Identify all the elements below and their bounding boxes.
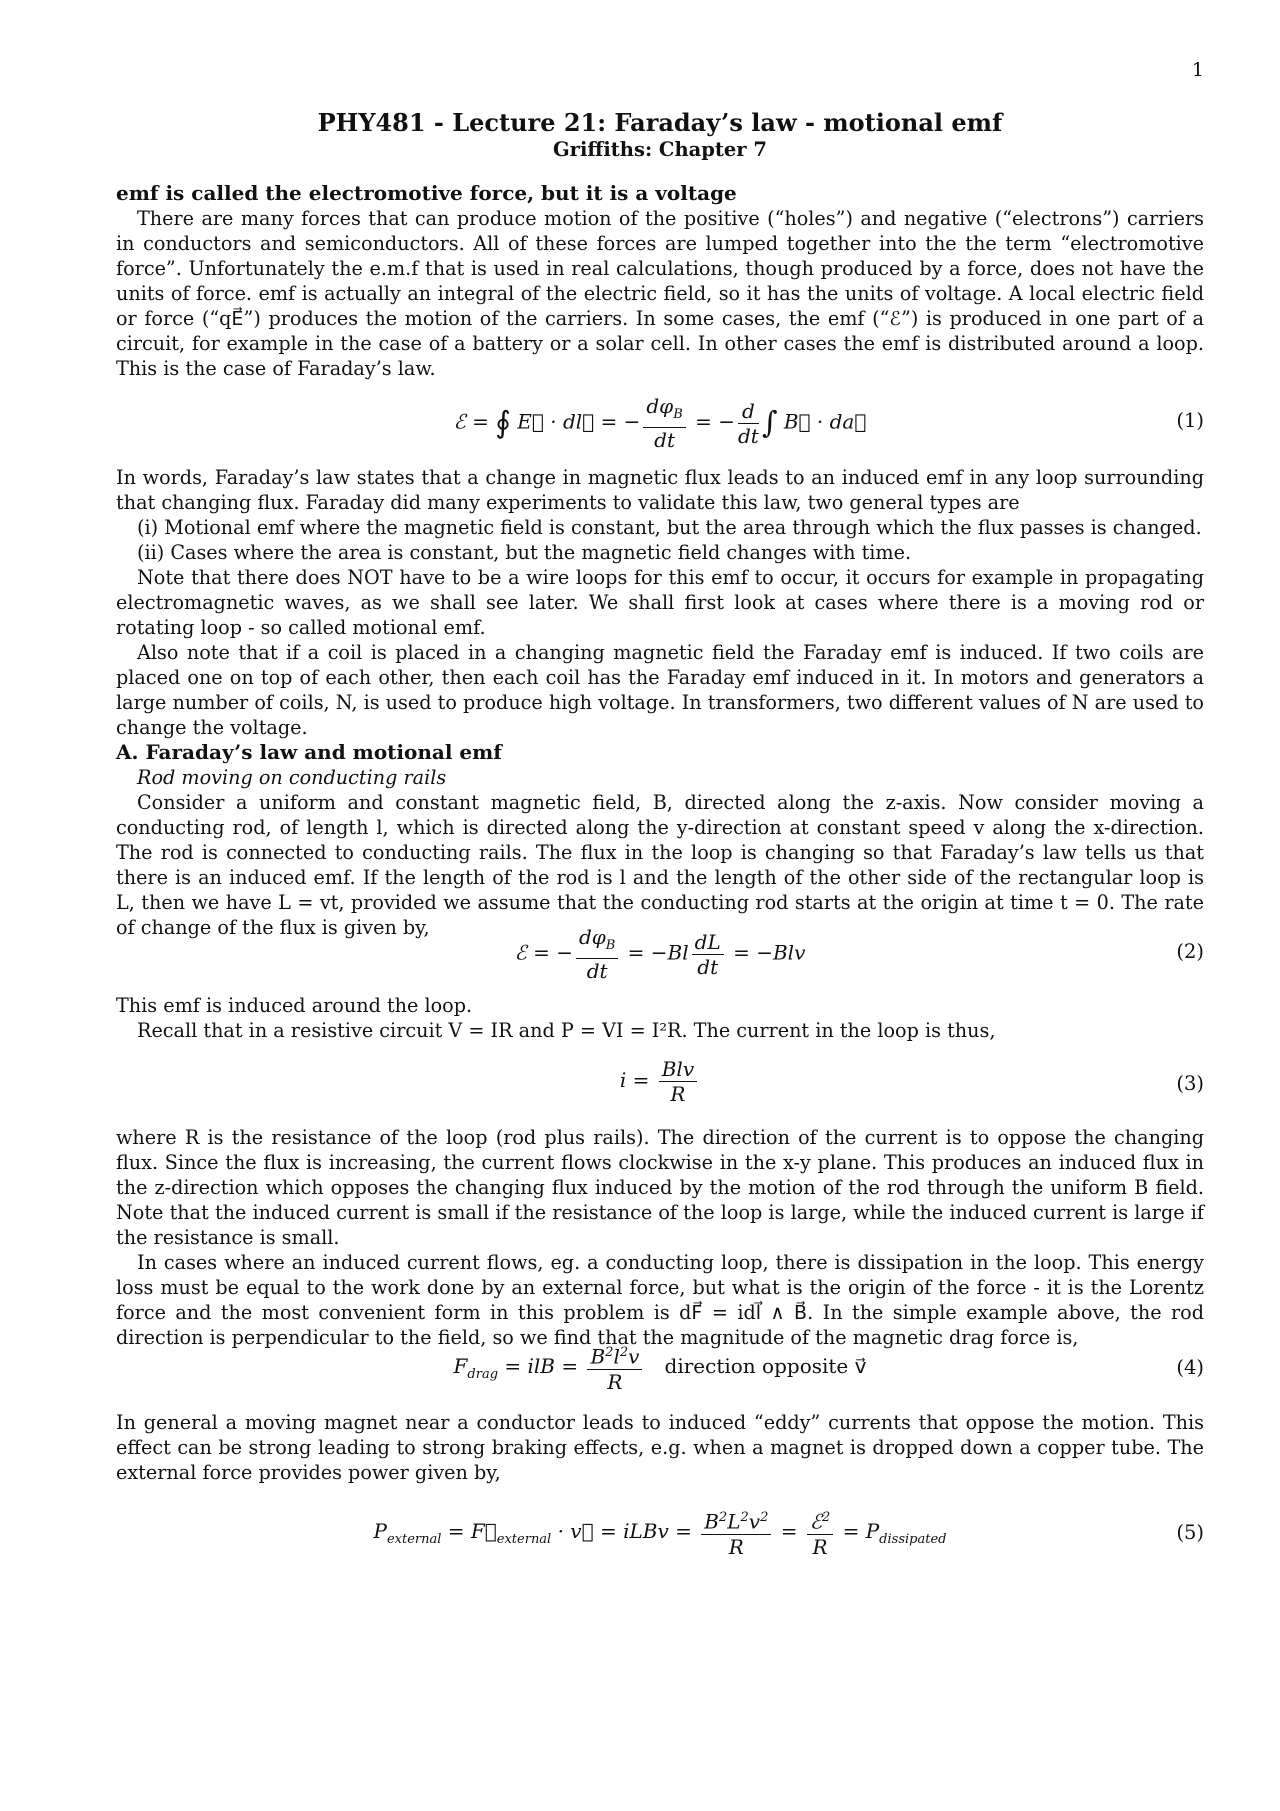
subsection-heading-rod: Rod moving on conducting rails	[137, 766, 447, 789]
paragraph-2-item-ii: (ii) Cases where the area is constant, but the magnetic field changes with time.	[137, 541, 912, 564]
page-number: 1	[1191, 59, 1204, 81]
paragraph-2-item-i: (i) Motional emf where the magnetic field is constant, but the area through which the flux passes is changed.	[137, 516, 1202, 539]
paragraph-3: Note that there does NOT have to be a wire loops for this emf to occur, it occurs for example in propagating electromagnetic waves, as we shall see later. We shall first look at cases where there is a moving rod or rotating loop - so called motional emf.	[116, 566, 1204, 639]
section-intro	[116, 181, 1204, 381]
paragraph-7: where R is the resistance of the loop (rod plus rails). The direction of the current is to oppose the changing flux. Since the flux is increasing, the current flows clockwise in the x-y plane. This produces an induced flux in the z-direction which opposes the changing flux induced by the motion of the rod through the uniform B field. Note that the induced current is small if the resistance of the loop is large, while the induced current is large if the resistance is small.	[116, 1126, 1204, 1249]
section-a	[116, 740, 1204, 940]
paragraph-6b: Recall that in a resistive circuit V = IR and P = VI = I²R. The current in the loop is thus,	[137, 1019, 996, 1042]
section-faraday-text	[116, 465, 1204, 740]
paragraph-5: Consider a uniform and constant magnetic field, B, directed along the z-axis. Now consider moving a conducting rod, of length l, which is directed along the y-direction at constant speed v along the x-direction. The rod is connected to conducting rails. The flux in the loop is changing so that Faraday’s law tells us that there is an induced emf. If the length of the rod is l and the length of the other side of the rectangular loop is L, then we have L = vt, provided we assume that the conducting rod starts at the origin at time t = 0. The rate of change of the flux is given by,	[116, 791, 1204, 939]
equation-3-number: (3)	[1176, 1072, 1204, 1095]
equation-2	[116, 925, 1204, 985]
equation-1-body: ℰ = ∮ E⃗ · dl⃗ = − $\frac{d\varphi_B}{dt}$ = − $\frac{d}{dt}$ ∫ B⃗ · da⃗	[453, 394, 867, 452]
equation-3	[116, 1057, 1204, 1117]
paragraph-9: In general a moving magnet near a conductor leads to induced “eddy” currents that oppose the motion. This effect can be strong leading to strong braking effects, e.g. when a magnet is dropped down a copper tube. The external force provides power given by,	[116, 1411, 1204, 1484]
equation-3-body: i = $\frac{\text{Blv}}{R}$	[116, 1057, 1204, 1106]
equation-4-direction: direction opposite v⃗	[664, 1353, 867, 1378]
equation-5-number: (5)	[1176, 1521, 1204, 1544]
section-heading-a: A. Faraday’s law and motional emf	[116, 740, 502, 764]
equation-2-number: (2)	[1176, 940, 1204, 963]
paragraph-8: In cases where an induced current flows, eg. a conducting loop, there is dissipation in the loop. This energy loss must be equal to the work done by an external force, but what is the origin of the force - it is the Lorentz force and the most convenient form in this problem is dF⃗ = idl⃗ ∧ B⃗. In the simple example above, the rod direction is perpendicular to the field, so we find that the magnitude of the magnetic drag force is,	[116, 1251, 1204, 1349]
paragraph-2: In words, Faraday’s law states that a change in magnetic flux leads to an induced emf in any loop surrounding that changing flux. Faraday did many experiments to validate this law, two general types are	[116, 466, 1204, 514]
section-resistance	[116, 1125, 1204, 1350]
page-subtitle: Griffiths: Chapter 7	[553, 138, 767, 161]
section-heading-emf: emf is called the electromotive force, but it is a voltage	[116, 181, 737, 205]
page-title: PHY481 - Lecture 21: Faraday’s law - motional emf	[317, 108, 1003, 137]
equation-4	[116, 1341, 1204, 1401]
equation-4-body: $F_{drag}$ = ilB = $\frac{B^2l^2v}{R}$ direction opposite v⃗	[116, 1341, 1204, 1394]
equation-2-body: ℰ = − $\frac{d\varphi_B}{dt}$ = −Bl $\frac{dL}{dt}$ = −Blv	[514, 925, 806, 983]
paragraph-4: Also note that if a coil is placed in a changing magnetic field the Faraday emf is induced. If two coils are placed one on top of each other, then each coil has the Faraday emf induced in it. In motors and generators a large number of coils, N, is used to produce high voltage. In transformers, two different values of N are used to change the voltage.	[116, 641, 1204, 739]
equation-4-number: (4)	[1176, 1356, 1204, 1379]
equation-1-number: (1)	[1176, 409, 1204, 432]
header	[116, 108, 1204, 162]
section-current	[116, 993, 1204, 1043]
equation-5-body: $P_{external}$ = $F⃗_{external}$ · v⃗ = iLBv = $\frac{B^2L^2v^2}{R}$ = $\frac{ℰ^2}{R}$ = $P_{dissipated}$	[116, 1506, 1204, 1559]
paragraph-6a: This emf is induced around the loop.	[116, 994, 473, 1017]
paragraph-1: There are many forces that can produce motion of the positive (“holes”) and negative (“electrons”) carriers in conductors and semiconductors. All of these forces are lumped together into the the term “electromotive force”. Unfortunately the e.m.f that is used in real calculations, though produced by a force, does not have the units of force. emf is actually an integral of the electric field, so it has the units of voltage. A local electric field or force (“qE⃗”) produces the motion of the carriers. In some cases, the emf (“ℰ”) is produced in one part of a circuit, for example in the case of a battery or a solar cell. In other cases the emf is distributed around a loop. This is the case of Faraday’s law.	[116, 207, 1204, 380]
section-eddy	[116, 1410, 1204, 1485]
equation-5	[116, 1506, 1204, 1566]
equation-1	[116, 390, 1204, 450]
